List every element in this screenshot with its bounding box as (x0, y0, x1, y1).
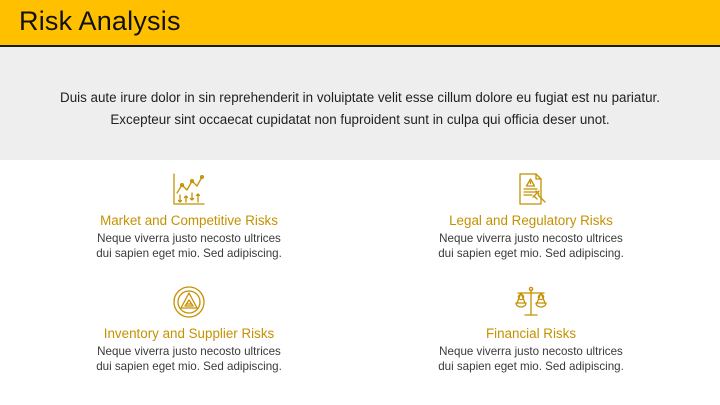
card-description (401, 231, 661, 261)
card-desc-line: dui sapien eget mio. Sed adipiscing. (438, 247, 624, 260)
legal-document-icon (513, 171, 549, 207)
risk-card-financial (401, 284, 661, 374)
card-description (401, 344, 661, 374)
card-desc-line: dui sapien eget mio. Sed adipiscing. (96, 360, 282, 373)
card-desc-line: dui sapien eget mio. Sed adipiscing. (438, 360, 624, 373)
header-bar (0, 0, 720, 47)
card-description (59, 344, 319, 374)
risk-card-legal (401, 171, 661, 261)
card-desc-line: Neque viverra justo necosto ultrices (439, 232, 623, 245)
financial-scale-icon (513, 284, 549, 320)
card-title: Legal and Regulatory Risks (449, 213, 613, 228)
intro-text: Duis aute irure dolor in sin reprehenderit in voluiptate velit esse cillum dolore eu fugiat est nu pariatur. Excepteur sint occaecat cupidatat non fuproident sunt in culpa qui officia deser unot. (60, 90, 660, 127)
inventory-supply-icon (171, 284, 207, 320)
risk-card-inventory (59, 284, 319, 374)
market-chart-icon (171, 171, 207, 207)
page-title: Risk Analysis (19, 6, 181, 36)
intro-band (0, 47, 720, 160)
card-desc-line: Neque viverra justo necosto ultrices (439, 345, 623, 358)
card-description (59, 231, 319, 261)
risk-card-market (59, 171, 319, 261)
card-desc-line: Neque viverra justo necosto ultrices (97, 345, 281, 358)
card-title: Financial Risks (485, 326, 577, 341)
card-title: Market and Competitive Risks (100, 213, 278, 228)
card-title: Inventory and Supplier Risks (103, 326, 275, 341)
card-desc-line: dui sapien eget mio. Sed adipiscing. (96, 247, 282, 260)
card-desc-line: Neque viverra justo necosto ultrices (97, 232, 281, 245)
